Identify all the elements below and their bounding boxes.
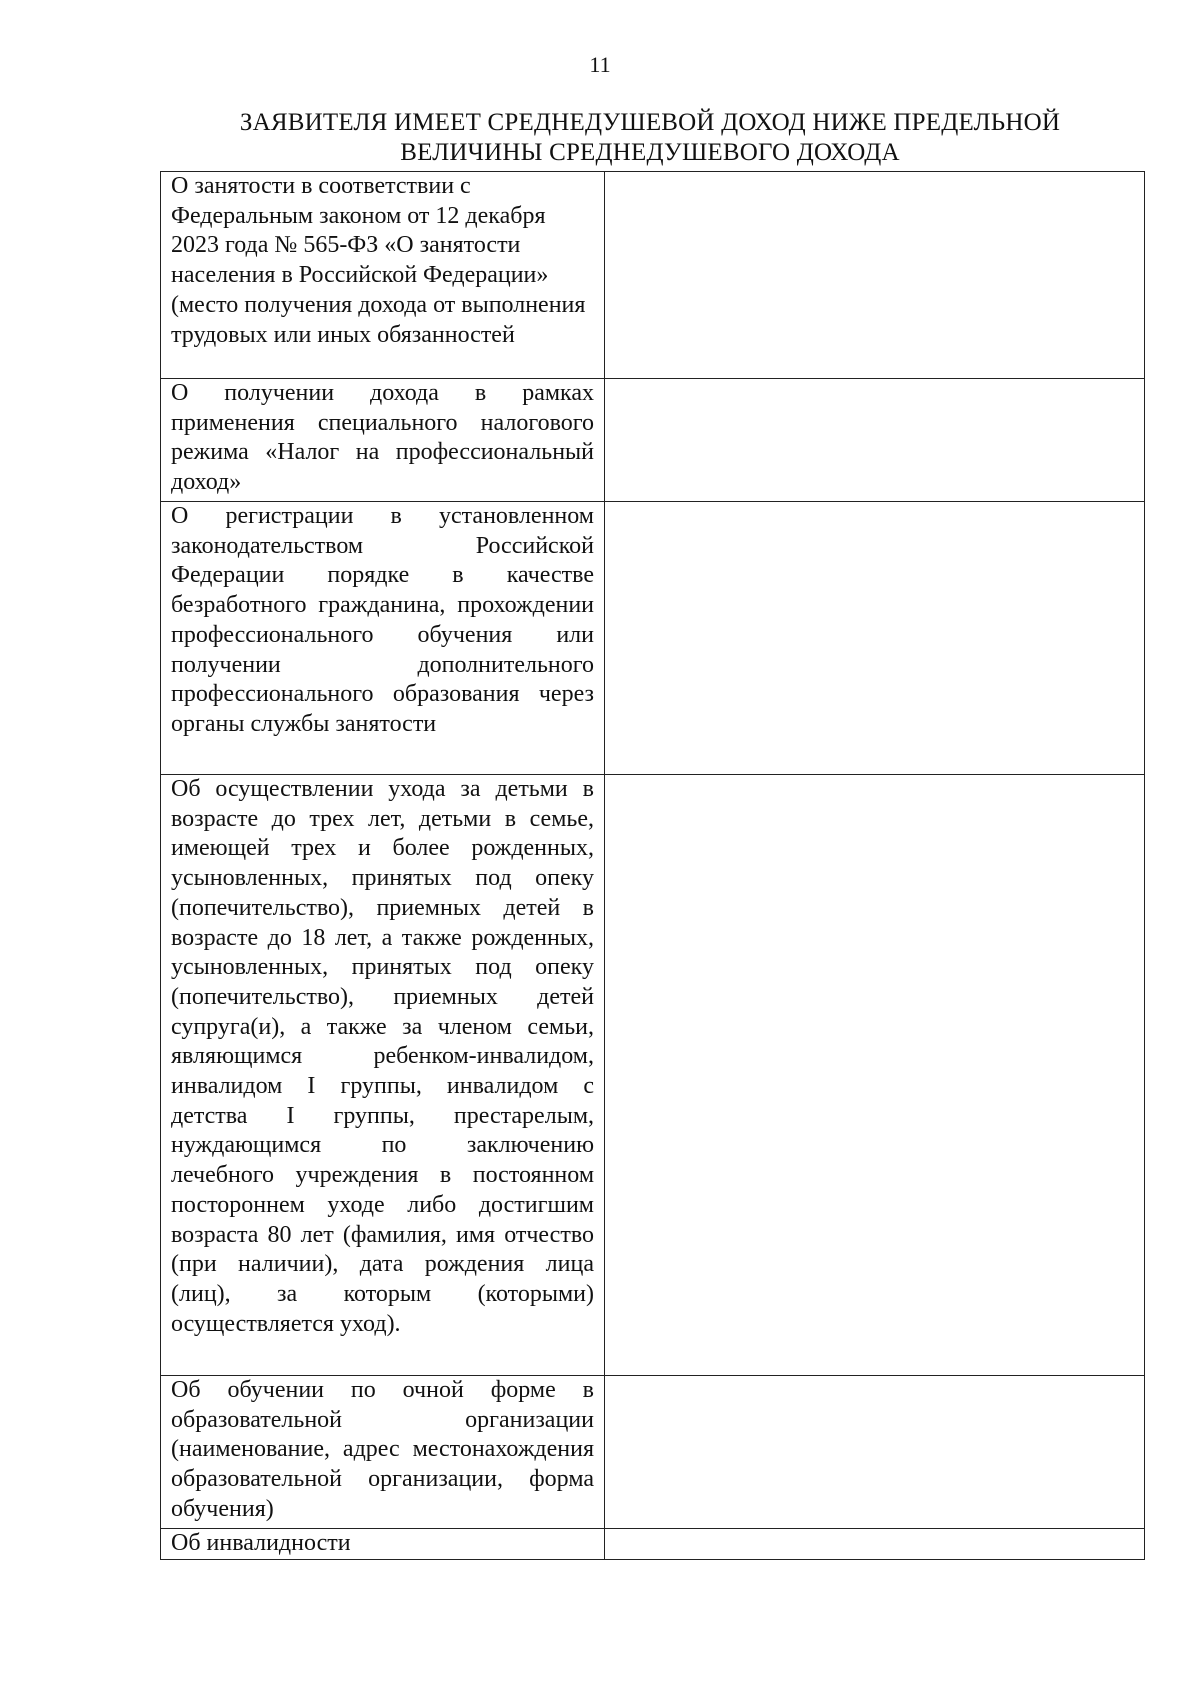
table-row bbox=[161, 172, 1145, 379]
table-row bbox=[161, 379, 1145, 502]
row-value-employment[interactable] bbox=[605, 172, 1145, 379]
page-number: 11 bbox=[589, 52, 611, 77]
table-row bbox=[161, 775, 1145, 1376]
table-row bbox=[161, 1529, 1145, 1560]
row-value-professional-income-tax[interactable] bbox=[605, 379, 1145, 502]
heading-line-1: ЗАЯВИТЕЛЯ ИМЕЕТ СРЕДНЕДУШЕВОЙ ДОХОД НИЖЕ ПРЕДЕЛЬНОЙ bbox=[239, 109, 1061, 136]
row-value-unemployment-registration[interactable] bbox=[605, 502, 1145, 775]
heading-line-2: ВЕЛИЧИНЫ СРЕДНЕДУШЕВОГО ДОХОДА bbox=[400, 139, 900, 166]
section-heading bbox=[150, 108, 1150, 168]
row-label-employment: О занятости в соответствии с Федеральным законом от 12 декабря 2023 года № 565-ФЗ «О занятости населения в Российской Федерации» (место получения дохода от выполнения трудовых или иных обязанностей bbox=[161, 172, 605, 379]
table-row bbox=[161, 502, 1145, 775]
row-value-care-for-children[interactable] bbox=[605, 775, 1145, 1376]
row-label-professional-income-tax: О получении дохода в рамках применения специального налогового режима «Налог на профессиональный доход» bbox=[161, 379, 605, 502]
row-label-care-for-children: Об осуществлении ухода за детьми в возрасте до трех лет, детьми в семье, имеющей трех и более рожденных, усыновленных, принятых под опеку (попечительство), приемных детей в возрасте до 18 лет, а также рожденных, усыновленных, принятых под опеку (попечительство), приемных детей супруга(и), а также за членом семьи, являющимся ребенком-инвалидом, инвалидом I группы, инвалидом с детства I группы, престарелым, нуждающимся по заключению лечебного учреждения в постоянном постороннем уходе либо достигшим возраста 80 лет (фамилия, имя отчество (при наличии), дата рождения лица (лиц), за которым (которыми) осуществляется уход). bbox=[161, 775, 605, 1376]
row-label-full-time-education: Об обучении по очной форме в образовательной организации (наименование, адрес местонахождения образовательной организации, форма обучения) bbox=[161, 1376, 605, 1529]
row-label-disability: Об инвалидности bbox=[161, 1529, 605, 1560]
row-label-unemployment-registration: О регистрации в установленном законодательством Российской Федерации порядке в качестве безработного гражданина, прохождении профессионального обучения или получении дополнительного профессионального образования через органы службы занятости bbox=[161, 502, 605, 775]
table-row bbox=[161, 1376, 1145, 1529]
row-value-full-time-education[interactable] bbox=[605, 1376, 1145, 1529]
row-value-disability[interactable] bbox=[605, 1529, 1145, 1560]
information-table bbox=[160, 171, 1145, 1560]
